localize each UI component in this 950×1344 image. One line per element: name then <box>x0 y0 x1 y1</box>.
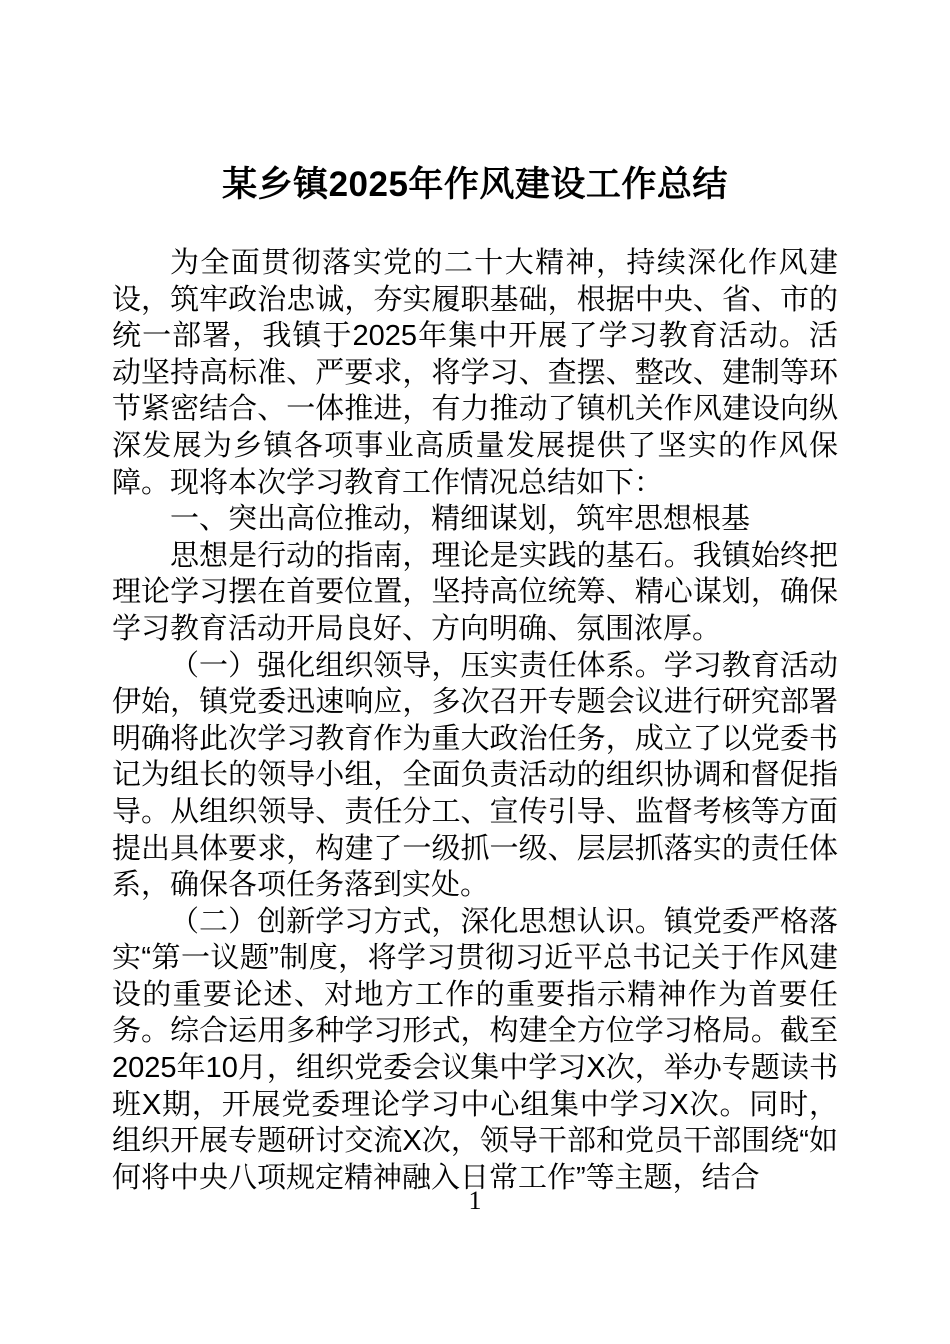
page-title: 某乡镇2025年作风建设工作总结 <box>222 165 728 204</box>
paragraph-section-one-lead: 思想是行动的指南，理论是实践的基石。我镇始终把理论学习摆在首要位置，坚持高位统筹、精心谋划，确保学习教育活动开局良好、方向明确、氛围浓厚。 <box>112 539 838 645</box>
document-content <box>112 0 838 1196</box>
page-number: 1 <box>468 1186 482 1215</box>
paragraph-subsection-one: （一）强化组织领导，压实责任体系。学习教育活动伊始，镇党委迅速响应，多次召开专题会议进行研究部署明确将此次学习教育作为重大政治任务，成立了以党委书记为组长的领导小组，全面负责活动的组织协调和督促指导。从组织领导、责任分工、宣传引导、监督考核等方面提出具体要求，构建了一级抓一级、层层抓落实的责任体系，确保各项任务落到实处。 <box>112 649 838 902</box>
paragraph-subsection-two: （二）创新学习方式，深化思想认识。镇党委严格落实“第一议题”制度，将学习贯彻习近平总书记关于作风建设的重要论述、对地方工作的重要指示精神作为首要任务。综合运用多种学习形式，构建全方位学习格局。截至2025年10月，组织党委会议集中学习X次，举办专题读书班X期，开展党委理论学习中心组集中学习X次。同时，组织开展专题研讨交流X次，领导干部和党员干部围绕“如何将中央八项规定精神融入日常工作”等主题，结合 <box>112 905 838 1194</box>
section-heading-one: 一、突出高位推动，精细谋划，筑牢思想根基 <box>170 503 751 536</box>
paragraph-intro: 为全面贯彻落实党的二十大精神，持续深化作风建设，筑牢政治忠诚，夯实履职基础，根据中央、省、市的统一部署，我镇于2025年集中开展了学习教育活动。活动坚持高标准、严要求，将学习、查摆、整改、建制等环节紧密结合、一体推进，有力推动了镇机关作风建设向纵深发展为乡镇各项事业高质量发展提供了坚实的作风保障。现将本次学习教育工作情况总结如下： <box>112 247 838 499</box>
document-body <box>112 207 838 1196</box>
